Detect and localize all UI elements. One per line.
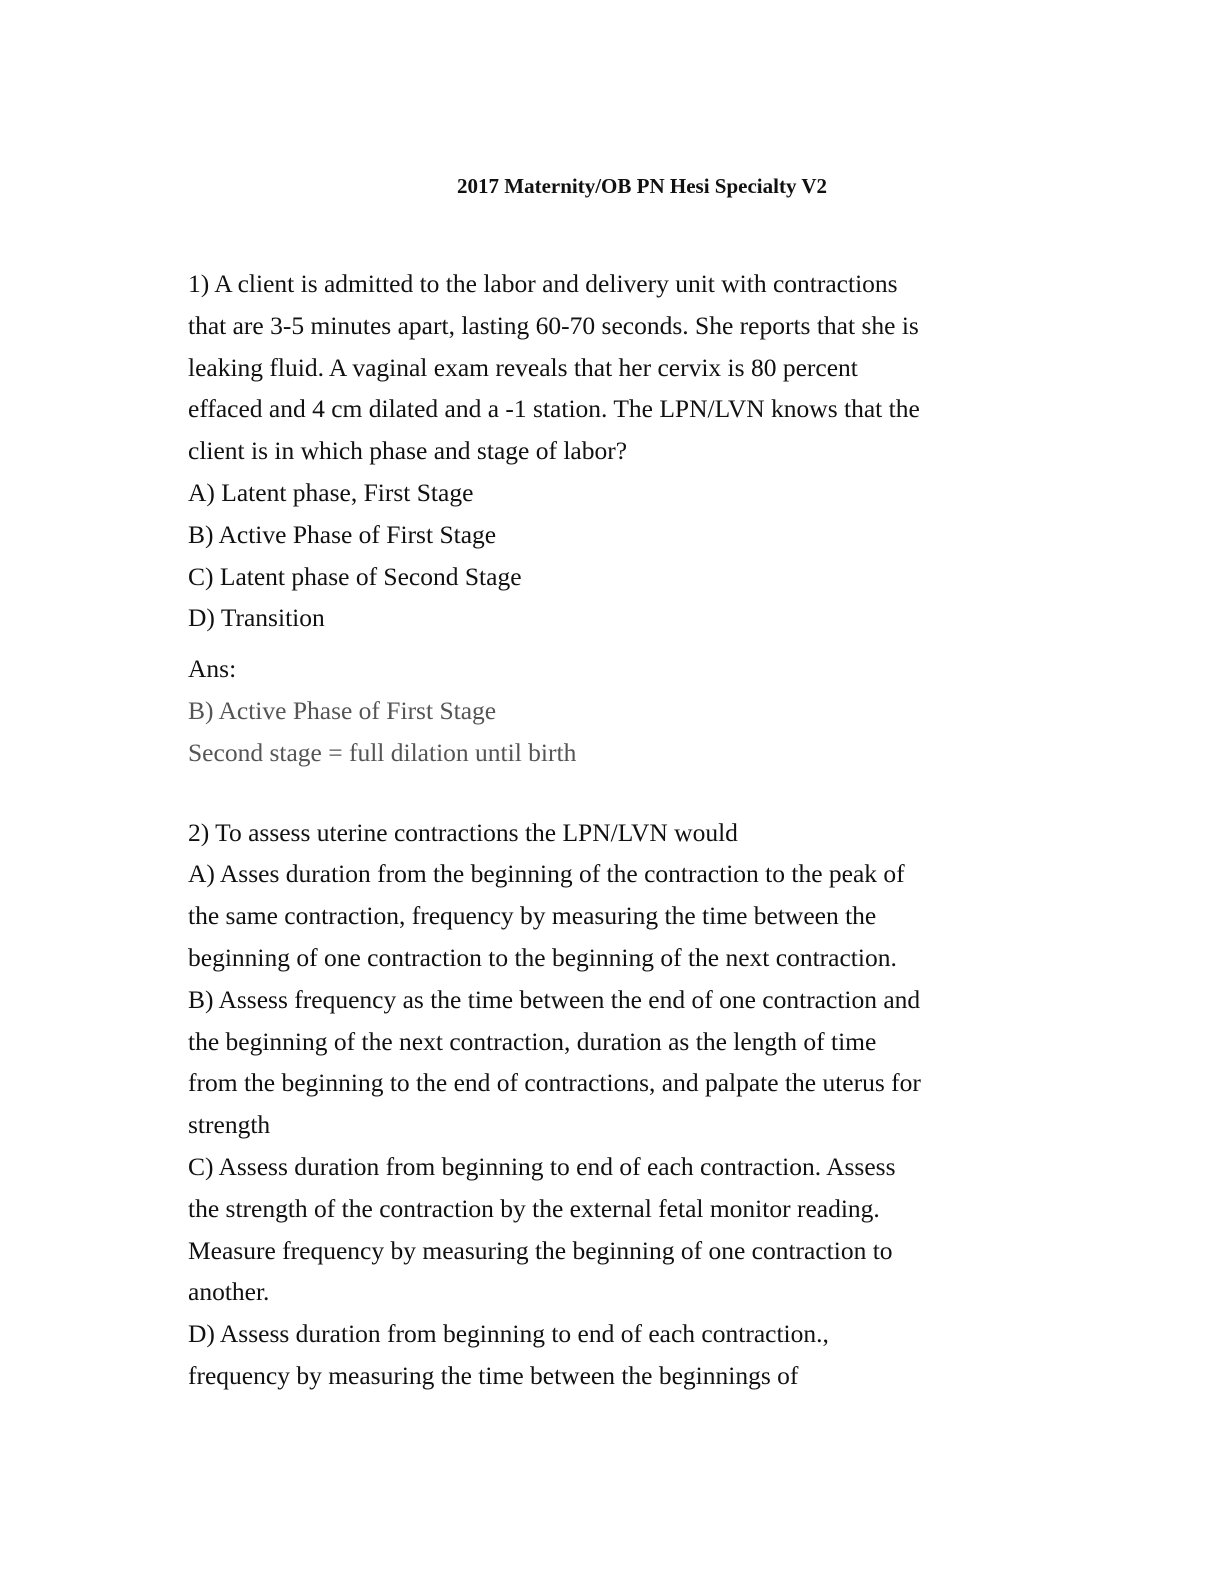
question-1-option-c: C) Latent phase of Second Stage <box>188 561 522 591</box>
document-body <box>188 263 988 1397</box>
answer-choice: B) Active Phase of First Stage <box>188 695 497 725</box>
question-1-option-d: D) Transition <box>188 603 325 633</box>
question-1-stem-line: client is in which phase and stage of labor? <box>188 436 628 466</box>
question-1-stem-line: effaced and 4 cm dilated and a -1 station. The LPN/LVN knows that the <box>188 394 920 424</box>
question-1-stem <box>188 263 988 472</box>
question-1-option-a: A) Latent phase, First Stage <box>188 477 474 507</box>
option-line: the same contraction, frequency by measuring the time between the <box>188 901 877 931</box>
question-1-stem-line: leaking fluid. A vaginal exam reveals that her cervix is 80 percent <box>188 352 858 382</box>
question-1-answer <box>188 690 988 774</box>
question-1 <box>188 263 988 774</box>
question-2-option-c <box>188 1146 988 1313</box>
question-2-option-d <box>188 1313 988 1397</box>
question-2-stem: 2) To assess uterine contractions the LPN/LVN would <box>188 817 738 847</box>
option-line: frequency by measuring the time between the beginnings of <box>188 1360 799 1390</box>
option-line: A) Asses duration from the beginning of the contraction to the peak of <box>188 859 905 889</box>
question-1-options <box>188 472 988 639</box>
option-line: from the beginning to the end of contractions, and palpate the uterus for <box>188 1068 921 1098</box>
answer-rationale: Second stage = full dilation until birth <box>188 737 577 767</box>
question-1-stem-line: that are 3-5 minutes apart, lasting 60-70 seconds. She reports that she is <box>188 310 919 340</box>
option-line: the strength of the contraction by the external fetal monitor reading. <box>188 1193 880 1223</box>
option-line: the beginning of the next contraction, duration as the length of time <box>188 1026 877 1056</box>
answer-label: Ans: <box>188 654 237 684</box>
document-title: 2017 Maternity/OB PN Hesi Specialty V2 <box>457 174 827 198</box>
option-line: strength <box>188 1110 271 1140</box>
option-line: another. <box>188 1277 270 1307</box>
option-line: beginning of one contraction to the beginning of the next contraction. <box>188 942 897 972</box>
question-1-stem-line: 1) A client is admitted to the labor and delivery unit with contractions <box>188 269 898 298</box>
option-line: D) Assess duration from beginning to end of each contraction., <box>188 1319 829 1349</box>
option-line: C) Assess duration from beginning to end of each contraction. Assess <box>188 1151 896 1181</box>
question-2 <box>188 812 988 1397</box>
option-line: B) Assess frequency as the time between the end of one contraction and <box>188 984 921 1014</box>
question-1-option-b: B) Active Phase of First Stage <box>188 519 497 549</box>
question-2-option-b <box>188 979 988 1146</box>
option-line: Measure frequency by measuring the beginning of one contraction to <box>188 1235 893 1265</box>
question-2-option-a <box>188 853 988 978</box>
